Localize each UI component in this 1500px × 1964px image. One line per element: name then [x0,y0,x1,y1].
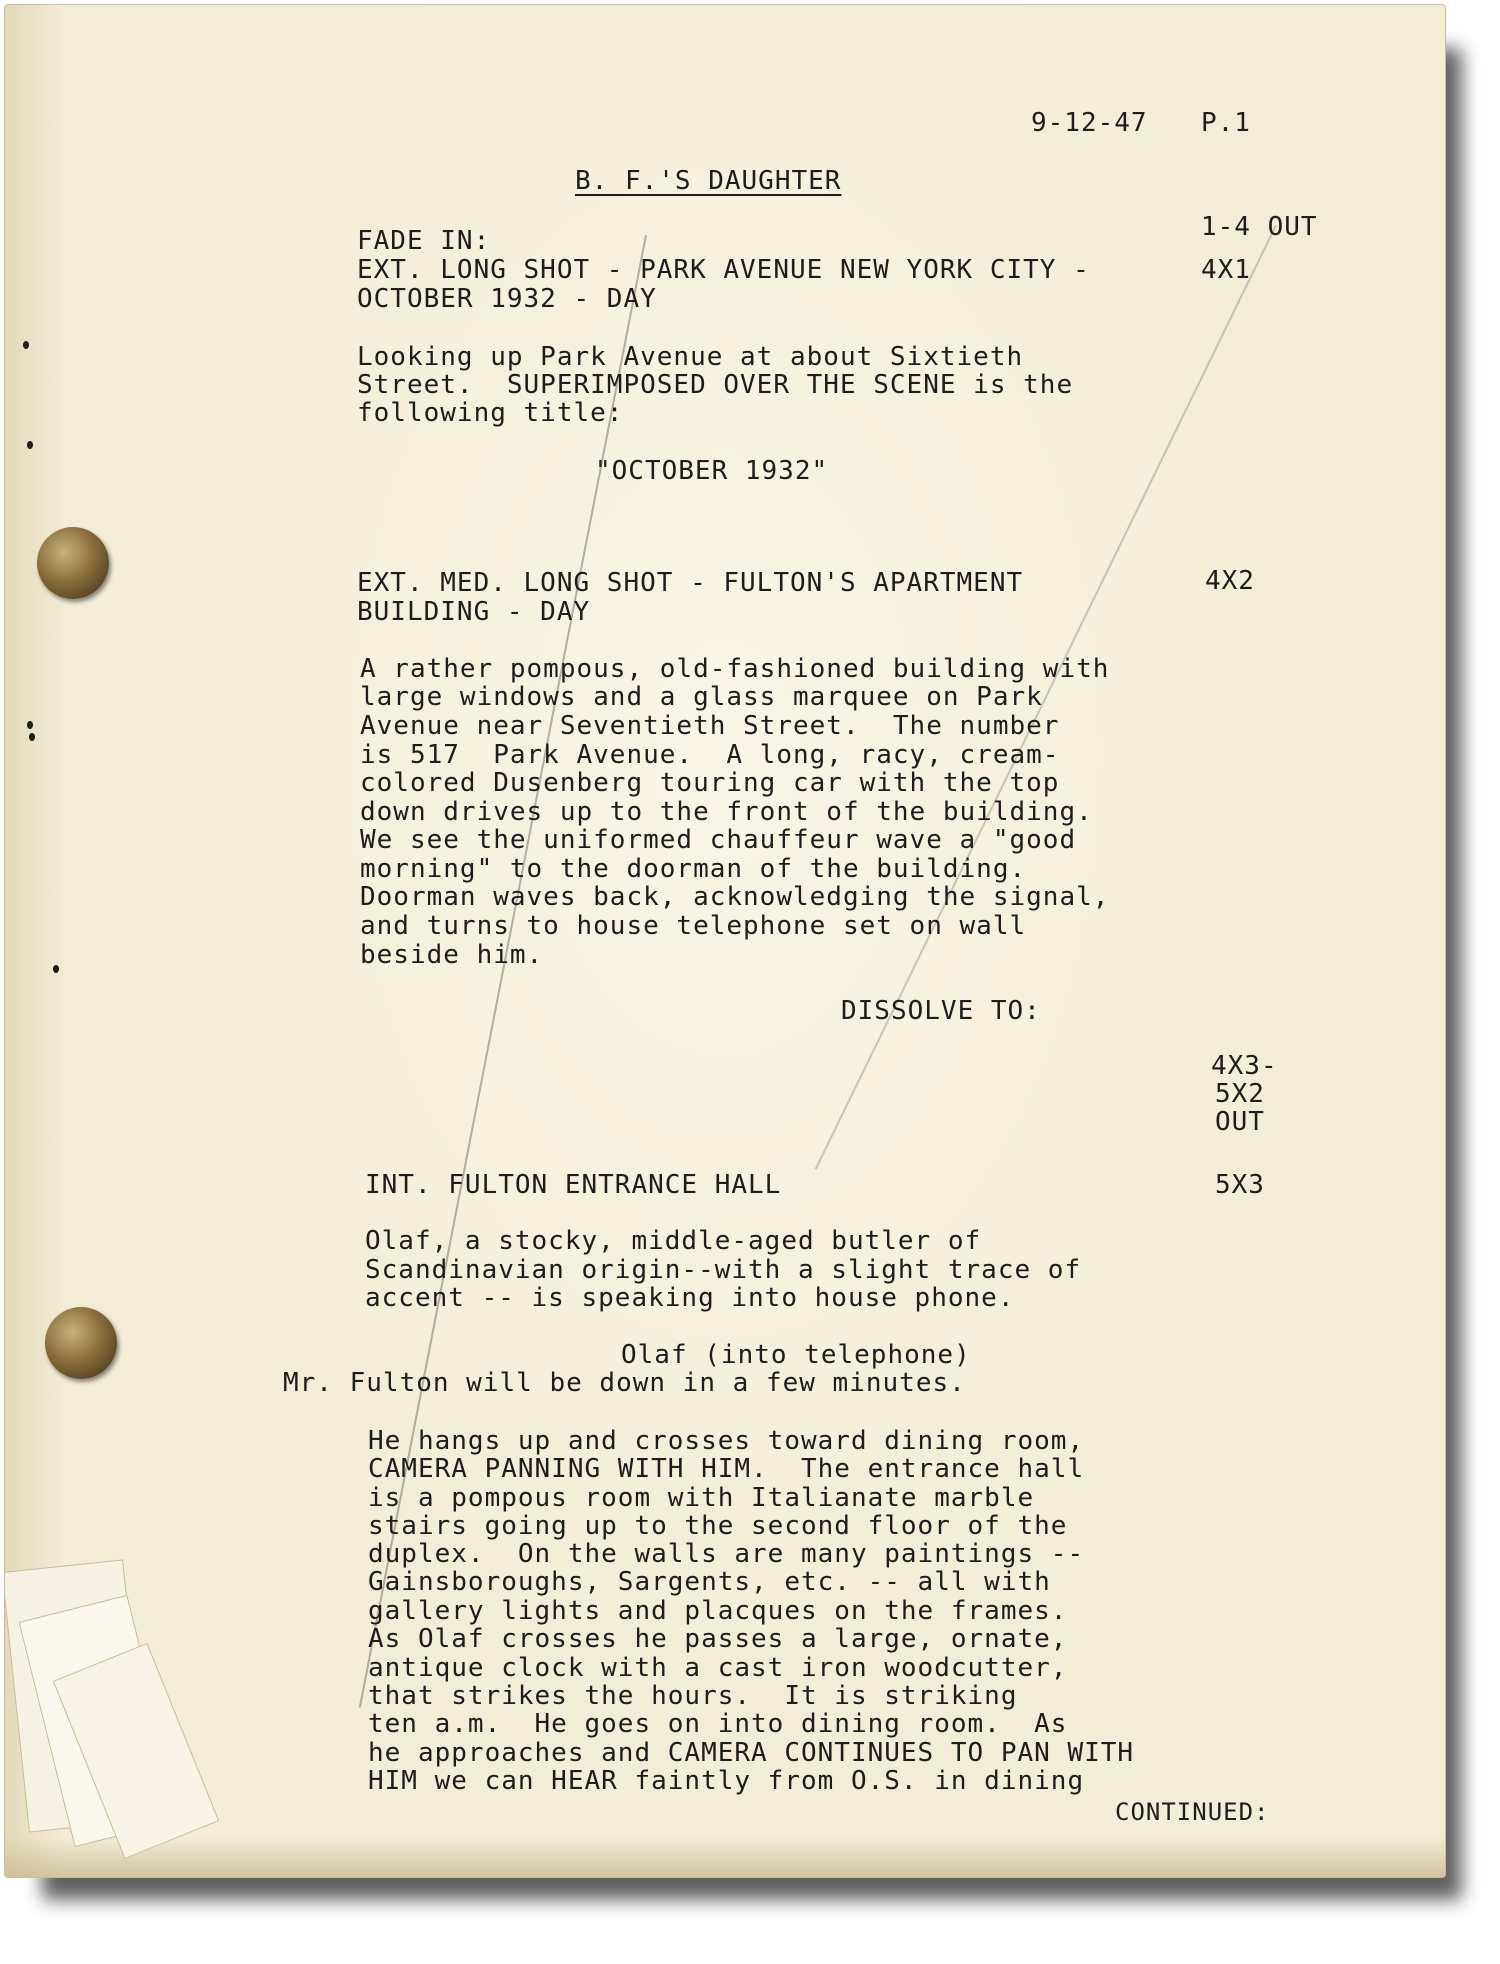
action-line: Doorman waves back, acknowledging the signal, [360,882,1110,912]
margin-note: 4X1 [1201,255,1251,285]
brass-fastener [45,1307,117,1379]
continued-label: CONTINUED: [1115,1798,1270,1826]
title-card: "OCTOBER 1932" [595,456,829,486]
action-line: colored Dusenberg touring car with the top [360,768,1060,798]
action-line: Scandinavian origin--with a slight trace of [365,1255,1082,1285]
scene-heading: INT. FULTON ENTRANCE HALL [365,1170,782,1200]
action-line: We see the uniformed chauffeur wave a "good [360,825,1077,855]
binding-hole [27,721,33,729]
action-line: ten a.m. He goes on into dining room. As [368,1709,1068,1739]
scene-heading: BUILDING - DAY [357,597,591,627]
action-line: down drives up to the front of the building. [360,797,1093,827]
margin-note: 1-4 OUT [1201,212,1318,242]
scene-heading: OCTOBER 1932 - DAY [357,284,657,314]
action-line: duplex. On the walls are many paintings -- [368,1539,1085,1569]
dissolve-to: DISSOLVE TO: [841,996,1041,1026]
scene-heading: EXT. LONG SHOT - PARK AVENUE NEW YORK CITY - [357,255,1090,285]
action-line: As Olaf crosses he passes a large, ornate, [368,1624,1068,1654]
action-line: He hangs up and crosses toward dining room, [368,1426,1085,1456]
action-line: Gainsboroughs, Sargents, etc. -- all with [368,1567,1051,1597]
action-line: HIM we can HEAR faintly from O.S. in dining [368,1766,1085,1796]
action-line: he approaches and CAMERA CONTINUES TO PAN WITH [368,1738,1135,1768]
binding-hole [23,341,29,349]
script-title: B. F.'S DAUGHTER [575,166,842,196]
action-line: morning" to the doorman of the building. [360,854,1027,884]
action-line: gallery lights and placques on the frames. [368,1596,1068,1626]
action-line: Street. SUPERIMPOSED OVER THE SCENE is the [357,370,1074,400]
action-line: stairs going up to the second floor of the [368,1511,1068,1541]
character-cue: Olaf (into telephone) [621,1340,971,1370]
action-line: accent -- is speaking into house phone. [365,1283,1015,1313]
omitted-note: OUT [1215,1107,1265,1137]
action-line: beside him. [360,940,544,970]
margin-note: 4X2 [1205,566,1255,596]
action-line: and turns to house telephone set on wall [360,911,1027,941]
action-line: Avenue near Seventieth Street. The number [360,711,1060,741]
page-number: P.1 [1201,108,1251,138]
binding-hole [53,965,59,973]
omitted-note: 4X3- [1211,1051,1278,1081]
fade-in: FADE IN: [357,226,491,256]
margin-note: 5X3 [1215,1170,1265,1200]
action-line: is 517 Park Avenue. A long, racy, cream- [360,740,1060,770]
action-line: A rather pompous, old-fashioned building with [360,654,1110,684]
script-page [4,4,1446,1878]
dialogue: Mr. Fulton will be down in a few minutes. [283,1368,966,1398]
action-line: CAMERA PANNING WITH HIM. The entrance hall [368,1454,1085,1484]
scene-heading: EXT. MED. LONG SHOT - FULTON'S APARTMENT [357,568,1024,598]
action-line: that strikes the hours. It is striking [368,1681,1018,1711]
binding-hole [29,733,35,741]
omitted-note: 5X2 [1215,1079,1265,1109]
action-line: Olaf, a stocky, middle-aged butler of [365,1226,982,1256]
action-line: is a pompous room with Italianate marble [368,1483,1035,1513]
binding-hole [27,441,33,449]
action-line: antique clock with a cast iron woodcutter, [368,1653,1068,1683]
brass-fastener [37,527,109,599]
action-line: large windows and a glass marquee on Park [360,682,1043,712]
script-date: 9-12-47 [1031,108,1148,138]
action-line: following title: [357,398,624,428]
action-line: Looking up Park Avenue at about Sixtieth [357,342,1024,372]
